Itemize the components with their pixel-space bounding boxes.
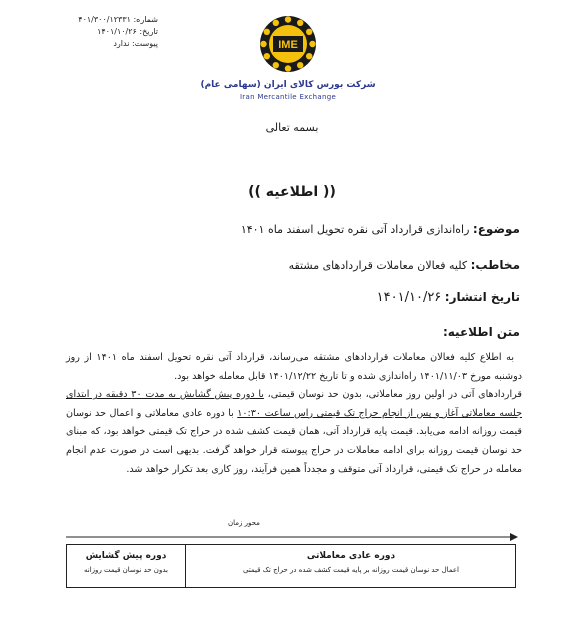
pre-opening-desc: بدون حد نوسان قیمت روزانه [84, 566, 168, 574]
publish-date-value: ۱۴۰۱/۱۰/۲۶ [376, 290, 442, 305]
letter-number: شماره: ۴۰۱/۳۰۰/۱۲۳۳۱ [78, 15, 158, 24]
notice-title: (( اطلاعیه )) [248, 184, 336, 200]
pre-opening-phase [67, 551, 185, 574]
publish-date-field [377, 290, 520, 305]
body-paragraph-2-underlined: با دوره پیش گشایش به مدت ۳۰ دقیقه در ابتدای جلسه معاملاتی آغاز و پس از انجام حراج تک قیمتی راس ساعت ۱۰:۳۰ [66, 389, 522, 419]
company-name-fa: شرکت بورس کالای ایران (سهامی عام) [200, 80, 376, 90]
notice-body [66, 349, 522, 479]
letter-date: تاریخ: ۱۴۰۱/۱۰/۲۶ [97, 27, 158, 36]
letter-meta [62, 14, 158, 50]
time-axis-label: محور زمان [228, 519, 260, 527]
body-heading [443, 325, 520, 339]
normal-trading-desc: اعمال حد نوسان قیمت روزانه بر پایه قیمت کشف شده در حراج تک قیمتی [242, 566, 459, 574]
audience-label: مخاطب: [470, 258, 520, 272]
audience-field [289, 258, 520, 272]
normal-trading-title: دوره عادی معاملاتی [306, 551, 396, 561]
publish-date-label: تاریخ انتشار: [444, 290, 520, 304]
body-paragraph-2-start: قراردادهای آتی در اولین روز معاملاتی، بدون حد نوسان قیمتی، [263, 389, 522, 401]
timeline-diagram [66, 544, 516, 588]
ime-logo-icon [258, 14, 318, 74]
body-paragraph-1: به اطلاع کلیه فعالان معاملات قراردادهای مشتقه می‌رساند، قرارداد آتی نقره تحویل اسفند ماه ۱۴۰۱ از روز دوشنبه مورخ ۱۴۰۱/۱۱/۰۳ راه‌اندازی شده و تا تاریخ ۱۴۰۱/۱۲/۲۲ قابل معامله خواهد بود. [66, 352, 522, 382]
subject-label: موضوع: [472, 222, 520, 236]
time-axis-arrow-icon [66, 531, 518, 543]
body-label: متن اطلاعیه: [442, 325, 520, 339]
subject-value: راه‌اندازی قرارداد آتی نقره تحویل اسفند ماه ۱۴۰۱ [240, 223, 470, 236]
normal-trading-phase [187, 551, 515, 574]
body-paragraph-2-end: با دوره عادی معاملاتی و اعمال حد نوسان قیمت روزانه ادامه می‌یابد. قیمت پایه قرارداد آتی، همان قیمت کشف شده در حراج تک قیمتی خواهد بود، که مبنای حد نوسان قیمت روزانه برای ادامه معاملات در حراج پیوسته قرار خواهد گرفت. بدیهی است در صورت عدم انجام معامله در حراج تک قیمتی، قرارداد آتی متوقف و مجدداً همین فرآیند، روز کاری بعد تکرار خواهد شد. [66, 407, 522, 475]
subject-field [241, 222, 520, 236]
body-paragraph-2 [66, 386, 522, 479]
letter-attachment: پیوست: ندارد [113, 39, 158, 48]
bismillah: بسمه تعالی [265, 121, 319, 134]
company-name-en: Iran Mercantile Exchange [239, 93, 337, 101]
pre-opening-title: دوره پیش گشایش [85, 551, 167, 561]
audience-value: کلیه فعالان معاملات قراردادهای مشتقه [288, 259, 468, 272]
company-block [200, 80, 376, 101]
logo-text: IME [278, 39, 298, 51]
